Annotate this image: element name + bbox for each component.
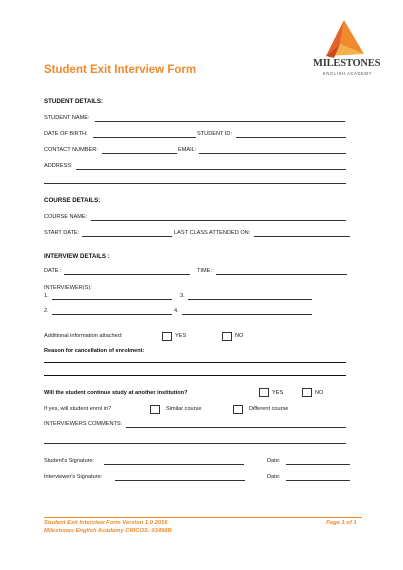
footer-page-number: Page 1 of 1 xyxy=(326,520,357,526)
interviewer-2-number: 2. xyxy=(44,308,49,314)
student-id-label: STUDENT ID: xyxy=(197,131,233,137)
interviewer-sign-date-label: Date: xyxy=(267,474,281,480)
interviewer-3-number: 3. xyxy=(180,293,185,299)
last-class-label: LAST CLASS ATTENDED ON: xyxy=(174,230,251,236)
interviewer-2-field[interactable] xyxy=(52,314,172,315)
student-sign-date-label: Date: xyxy=(267,458,281,464)
footer-cricos: Milestones English Academy CRICOS: 03498B xyxy=(44,528,172,534)
cancellation-reason-line-1[interactable] xyxy=(44,362,346,363)
different-course-checkbox[interactable] xyxy=(233,405,243,414)
student-signature-field[interactable] xyxy=(104,464,244,465)
student-name-label: STUDENT NAME: xyxy=(44,115,90,121)
email-label: EMAIL: xyxy=(178,147,197,153)
similar-course-checkbox[interactable] xyxy=(150,405,160,414)
start-date-field[interactable] xyxy=(82,236,172,237)
interviewer-signature-field[interactable] xyxy=(115,480,245,481)
continue-study-question: Will the student continue study at another institution? xyxy=(44,390,188,396)
comments-line-1[interactable] xyxy=(126,427,346,428)
additional-yes-checkbox[interactable] xyxy=(162,332,172,341)
milestones-logo xyxy=(312,18,374,78)
last-class-field[interactable] xyxy=(254,236,350,237)
course-name-label: COURSE NAME: xyxy=(44,214,88,220)
interviewer-sign-date-field[interactable] xyxy=(286,480,350,481)
form-title: Student Exit Interview Form xyxy=(44,64,197,76)
similar-course-label: Similar course xyxy=(166,406,202,412)
student-name-field[interactable] xyxy=(95,121,345,122)
student-id-field[interactable] xyxy=(236,137,346,138)
contact-number-field[interactable] xyxy=(102,153,177,154)
interview-time-field[interactable] xyxy=(216,274,347,275)
different-course-label: Different course xyxy=(249,406,289,412)
additional-no-checkbox[interactable] xyxy=(222,332,232,341)
course-details-heading: COURSE DETAILS: xyxy=(44,197,101,204)
continue-yes-checkbox[interactable] xyxy=(259,388,269,397)
address-label: ADDRESS: xyxy=(44,163,73,169)
comments-line-2[interactable] xyxy=(44,443,346,444)
interview-details-heading: INTERVIEW DETAILS : xyxy=(44,253,110,260)
cancellation-reason-label: Reason for cancellation of enrolment: xyxy=(44,348,145,354)
interviewer-1-number: 1. xyxy=(44,293,49,299)
start-date-label: START DATE: xyxy=(44,230,80,236)
continue-no-checkbox[interactable] xyxy=(302,388,312,397)
interviewer-4-field[interactable] xyxy=(182,314,312,315)
footer-version: Student Exit Interview Form Version 1.0 2016 xyxy=(44,520,168,526)
additional-no-label: NO xyxy=(235,333,244,339)
interviewer-1-field[interactable] xyxy=(52,299,172,300)
interview-date-label: DATE : xyxy=(44,268,62,274)
interviewers-label: INTERVIEWER(S): xyxy=(44,285,92,291)
interviewer-3-field[interactable] xyxy=(188,299,312,300)
contact-number-label: CONTACT NUMBER: xyxy=(44,147,98,153)
interviewer-4-number: 4. xyxy=(174,308,179,314)
interview-time-label: TIME: xyxy=(197,268,212,274)
footer-divider xyxy=(44,517,362,518)
interview-date-field[interactable] xyxy=(64,274,190,275)
cancellation-reason-line-2[interactable] xyxy=(44,375,346,376)
address-field-line-2[interactable] xyxy=(44,183,346,184)
additional-yes-label: YES xyxy=(175,333,187,339)
address-field-line-1[interactable] xyxy=(76,169,346,170)
interviewer-signature-label: Interviewer's Signature: xyxy=(44,474,103,480)
logo-subtitle: ENGLISH ACADEMY xyxy=(323,71,373,76)
student-details-heading: STUDENT DETAILS: xyxy=(44,98,104,105)
dob-label: DATE OF BIRTH: xyxy=(44,131,88,137)
student-signature-label: Student's Signature: xyxy=(44,458,95,464)
dob-field[interactable] xyxy=(93,137,196,138)
course-name-field[interactable] xyxy=(91,220,346,221)
email-field[interactable] xyxy=(199,153,346,154)
enrol-question: If yes, will student enrol in? xyxy=(44,406,112,412)
interviewers-comments-label: INTERVIEWERS COMMENTS: xyxy=(44,421,123,427)
continue-yes-label: YES xyxy=(272,390,284,396)
continue-no-label: NO xyxy=(315,390,324,396)
logo-name: MILESTONES xyxy=(313,58,381,69)
student-sign-date-field[interactable] xyxy=(286,464,350,465)
additional-info-label: Additional information attached: xyxy=(44,333,123,339)
